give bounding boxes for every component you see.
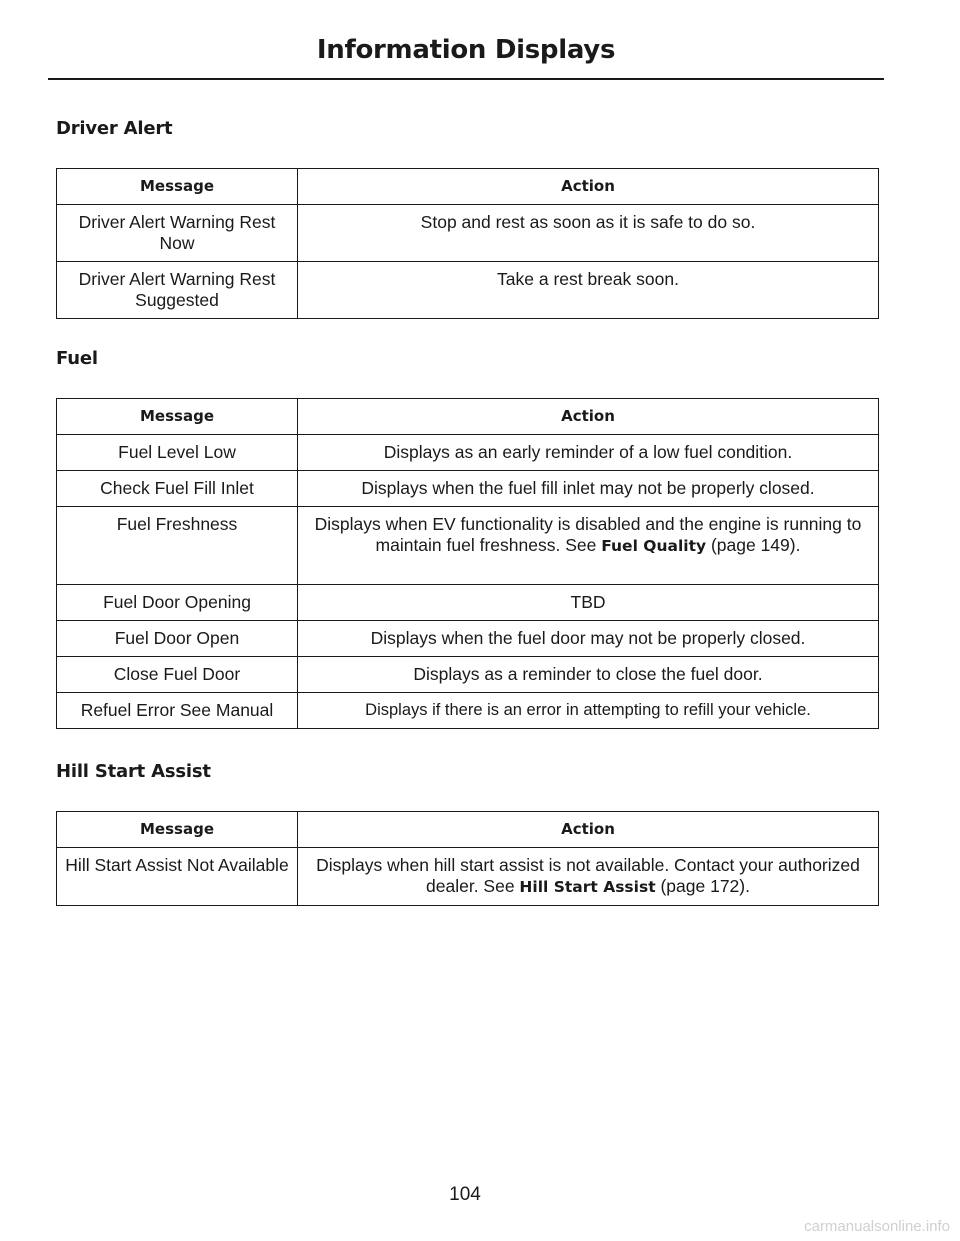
column-header-message: Message xyxy=(57,169,298,205)
table-row xyxy=(57,205,879,262)
page-header xyxy=(48,30,884,80)
driver-alert-table xyxy=(56,168,879,319)
message-cell: Fuel Level Low xyxy=(57,435,298,471)
column-header-action: Action xyxy=(298,812,879,848)
action-page-ref: (page 172). xyxy=(655,876,750,896)
table-row xyxy=(57,693,879,729)
action-cell: Displays as an early reminder of a low fuel condition. xyxy=(298,435,879,471)
action-cell xyxy=(298,507,879,585)
column-header-message: Message xyxy=(57,812,298,848)
message-cell: Driver Alert Warning Rest Now xyxy=(57,205,298,262)
action-cell: Displays when the fuel door may not be properly closed. xyxy=(298,621,879,657)
column-header-message: Message xyxy=(57,399,298,435)
action-cell: Displays when the fuel fill inlet may not be properly closed. xyxy=(298,471,879,507)
watermark: carmanualsonline.info xyxy=(804,1218,950,1235)
fuel-quality-reference: Fuel Quality xyxy=(601,537,707,555)
page-title: Information Displays xyxy=(316,35,616,65)
message-cell: Check Fuel Fill Inlet xyxy=(57,471,298,507)
section-driver-alert xyxy=(56,114,878,319)
action-text: Displays when EV functionality is disabled and the engine is running to maintain fuel freshness. See xyxy=(314,514,862,555)
table-row xyxy=(57,507,879,585)
action-cell: Displays as a reminder to close the fuel door. xyxy=(298,657,879,693)
table-header-row xyxy=(57,812,879,848)
message-cell: Fuel Door Open xyxy=(57,621,298,657)
section-title: Fuel xyxy=(56,348,98,369)
table-row xyxy=(57,262,879,319)
action-cell: Displays if there is an error in attempting to refill your vehicle. xyxy=(298,693,879,729)
page-number: 104 xyxy=(449,1184,481,1205)
table-row xyxy=(57,471,879,507)
action-cell xyxy=(298,848,879,906)
table-header-row xyxy=(57,399,879,435)
message-cell: Fuel Door Opening xyxy=(57,585,298,621)
action-cell: Take a rest break soon. xyxy=(298,262,879,319)
message-cell: Close Fuel Door xyxy=(57,657,298,693)
column-header-action: Action xyxy=(298,399,879,435)
column-header-action: Action xyxy=(298,169,879,205)
table-header-row xyxy=(57,169,879,205)
action-cell: TBD xyxy=(298,585,879,621)
hill-start-assist-table xyxy=(56,811,879,906)
message-cell: Driver Alert Warning Rest Suggested xyxy=(57,262,298,319)
message-cell: Refuel Error See Manual xyxy=(57,693,298,729)
section-title: Hill Start Assist xyxy=(56,761,211,782)
section-title: Driver Alert xyxy=(56,118,173,139)
table-row xyxy=(57,585,879,621)
message-cell: Hill Start Assist Not Available xyxy=(57,848,298,906)
hill-start-assist-reference: Hill Start Assist xyxy=(519,878,656,896)
action-cell: Stop and rest as soon as it is safe to do so. xyxy=(298,205,879,262)
action-text: Displays when hill start assist is not available. Contact your authorized dealer. See xyxy=(316,855,860,896)
message-cell: Fuel Freshness xyxy=(57,507,298,585)
section-fuel xyxy=(56,344,878,729)
fuel-table xyxy=(56,398,879,729)
table-row xyxy=(57,848,879,906)
table-row xyxy=(57,621,879,657)
action-page-ref: (page 149). xyxy=(706,535,801,555)
section-hill-start-assist xyxy=(56,757,878,906)
table-row xyxy=(57,657,879,693)
table-row xyxy=(57,435,879,471)
